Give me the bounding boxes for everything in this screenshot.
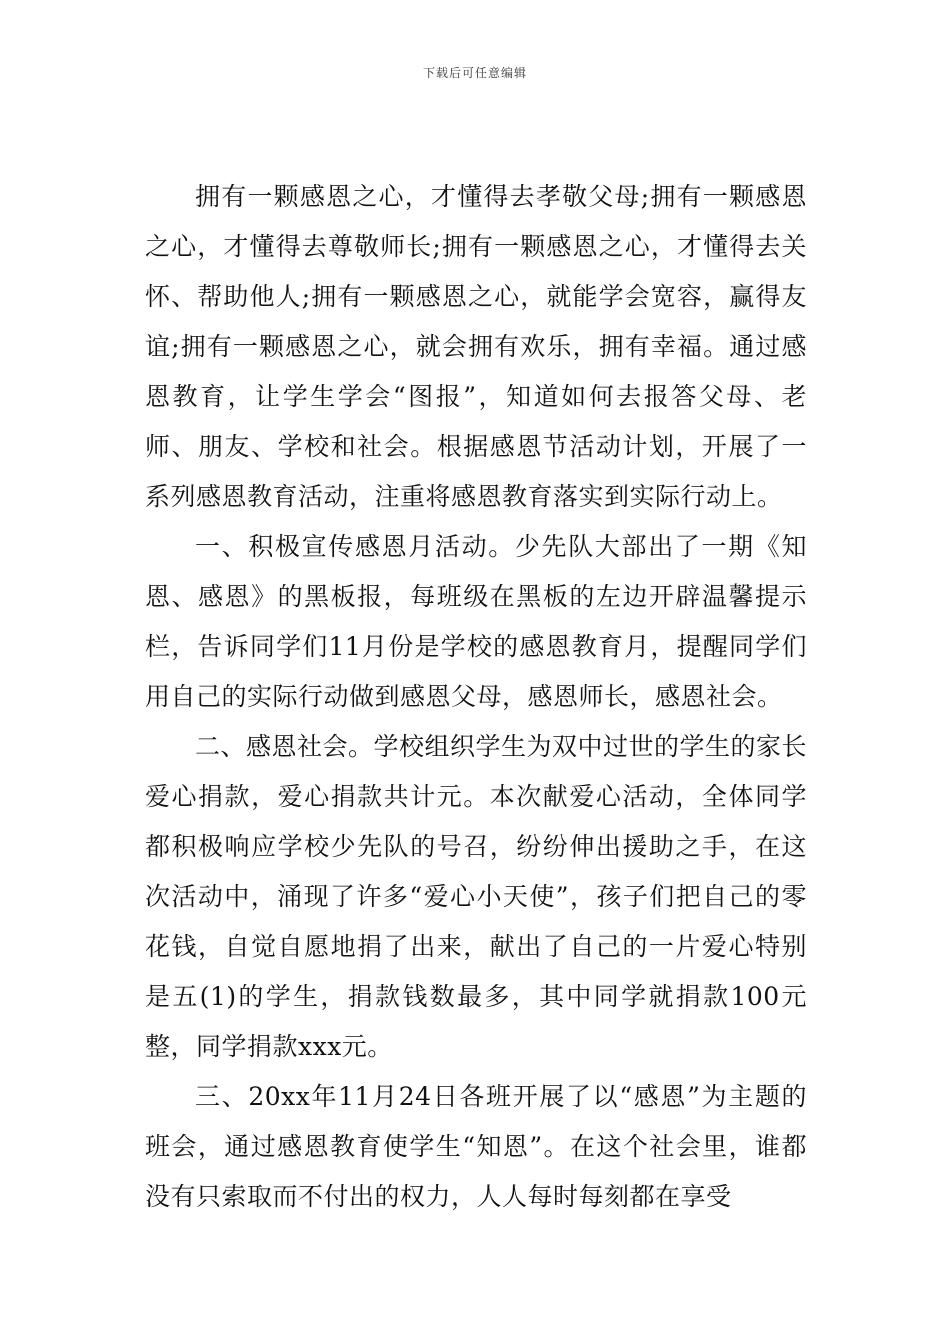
paragraph-section-2: 二、感恩社会。学校组织学生为双中过世的学生的家长爱心捐款，爱心捐款共计元。本次献爱心活动，全体同学都积极响应学校少先队的号召，纷纷伸出援助之手，在这次活动中，涌现了许多“爱心小天使”，孩子们把自己的零花钱，自觉自愿地捐了出来，献出了自己的一片爱心特别是五(1)的学生，捐款钱数最多，其中同学就捐款100元整，同学捐款xxx元。 (145, 732, 808, 1061)
page-header: 下载后可任意编辑 (422, 66, 527, 80)
document-body (145, 172, 807, 1222)
paragraph-intro: 拥有一颗感恩之心，才懂得去孝敬父母;拥有一颗感恩之心，才懂得去尊敬师长;拥有一颗感恩之心，才懂得去关怀、帮助他人;拥有一颗感恩之心，就能学会宽容，赢得友谊;拥有一颗感恩之心，就会拥有欢乐，拥有幸福。通过感恩教育，让学生学会“图报”，知道如何去报答父母、老师、朋友、学校和社会。根据感恩节活动计划，开展了一系列感恩教育活动，注重将感恩教育落实到实际行动上。 (145, 182, 807, 511)
paragraph-section-1: 一、积极宣传感恩月活动。少先队大部出了一期《知恩、感恩》的黑板报，每班级在黑板的左边开辟温馨提示栏，告诉同学们11月份是学校的感恩教育月，提醒同学们用自己的实际行动做到感恩父母，感恩师长，感恩社会。 (145, 532, 807, 711)
paragraph-section-3: 三、20xx年11月24日各班开展了以“感恩”为主题的班会，通过感恩教育使学生“知恩”。在这个社会里，谁都没有只索取而不付出的权力，人人每时每刻都在享受 (145, 1082, 807, 1211)
